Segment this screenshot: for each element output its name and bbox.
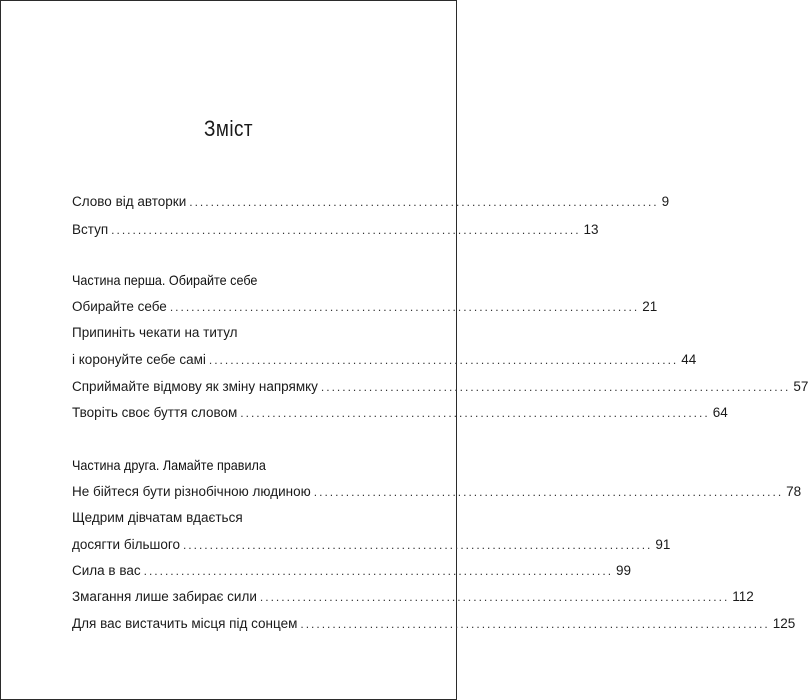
- toc-entry-label: Сила в вас: [72, 563, 141, 578]
- toc-entry-rejection[interactable]: [72, 378, 808, 396]
- toc-entry-stop-waiting-line1[interactable]: [72, 324, 390, 342]
- toc-entry-page: 99: [616, 563, 632, 578]
- toc-entry-page: 112: [732, 589, 754, 604]
- toc-entry-generous-girls[interactable]: [72, 536, 671, 554]
- dot-leader: ........................................................................................: [143, 564, 614, 578]
- toc-entry-page: 91: [655, 537, 671, 552]
- toc-entry-page: 64: [712, 405, 728, 420]
- dot-leader: ........................................................................................: [182, 538, 653, 552]
- dot-leader: ........................................................................................: [313, 485, 784, 499]
- toc-entry-choose-yourself[interactable]: [72, 298, 658, 316]
- toc-entry-place-under-sun[interactable]: [72, 615, 796, 633]
- toc-entry-label: Обирайте себе: [72, 299, 167, 314]
- toc-entry-label-line1: Щедрим дівчатам вдається: [72, 510, 243, 525]
- toc-entry-power-in-you[interactable]: [72, 562, 632, 580]
- toc-entry-label-line1: Припиніть чекати на титул: [72, 325, 238, 340]
- toc-entry-label: Змагання лише забирає сили: [72, 589, 257, 604]
- toc-entry-page: 21: [642, 299, 658, 314]
- dot-leader: ........................................................................................: [259, 590, 730, 604]
- part-one-heading: Частина перша. Обирайте себе: [72, 272, 258, 288]
- dot-leader: ........................................................................................: [208, 353, 679, 367]
- toc-entry-versatile-person[interactable]: [72, 483, 802, 501]
- toc-entry-label: Для вас вистачить місця під сонцем: [72, 616, 298, 631]
- toc-entry-page: 44: [681, 352, 697, 367]
- page-title: Зміст: [204, 116, 253, 141]
- dot-leader: ........................................................................................: [300, 617, 770, 631]
- toc-entry-label: Не бійтеся бути різнобічною людиною: [72, 484, 311, 499]
- part-two-heading: Частина друга. Ламайте правила: [72, 457, 266, 473]
- dot-leader: ........................................................................................: [189, 195, 659, 209]
- toc-entry-author-word[interactable]: [72, 193, 670, 211]
- toc-entry-page: 57: [793, 379, 808, 394]
- toc-entry-page: 125: [772, 616, 796, 631]
- toc-entry-introduction[interactable]: [72, 221, 599, 239]
- dot-leader: ........................................................................................: [240, 406, 710, 420]
- toc-entry-label: Сприймайте відмову як зміну напрямку: [72, 379, 318, 394]
- toc-entry-label: Слово від авторки: [72, 194, 187, 209]
- dot-leader: ........................................................................................: [111, 223, 581, 237]
- toc-entry-label: Творіть своє буття словом: [72, 405, 238, 420]
- toc-entry-generous-girls-line1[interactable]: [72, 509, 390, 527]
- dot-leader: ........................................................................................: [169, 300, 640, 314]
- toc-entry-page: 13: [583, 222, 599, 237]
- dot-leader: ........................................................................................: [320, 380, 791, 394]
- toc-entry-create-with-word[interactable]: [72, 404, 728, 422]
- toc-entry-page: 9: [661, 194, 670, 209]
- toc-entry-stop-waiting[interactable]: [72, 351, 697, 369]
- toc-entry-label: Вступ: [72, 222, 109, 237]
- toc-entry-competition[interactable]: [72, 588, 754, 606]
- toc-entry-label: досягти більшого: [72, 537, 180, 552]
- toc-entry-page: 78: [786, 484, 802, 499]
- toc-entry-label: і коронуйте себе самі: [72, 352, 206, 367]
